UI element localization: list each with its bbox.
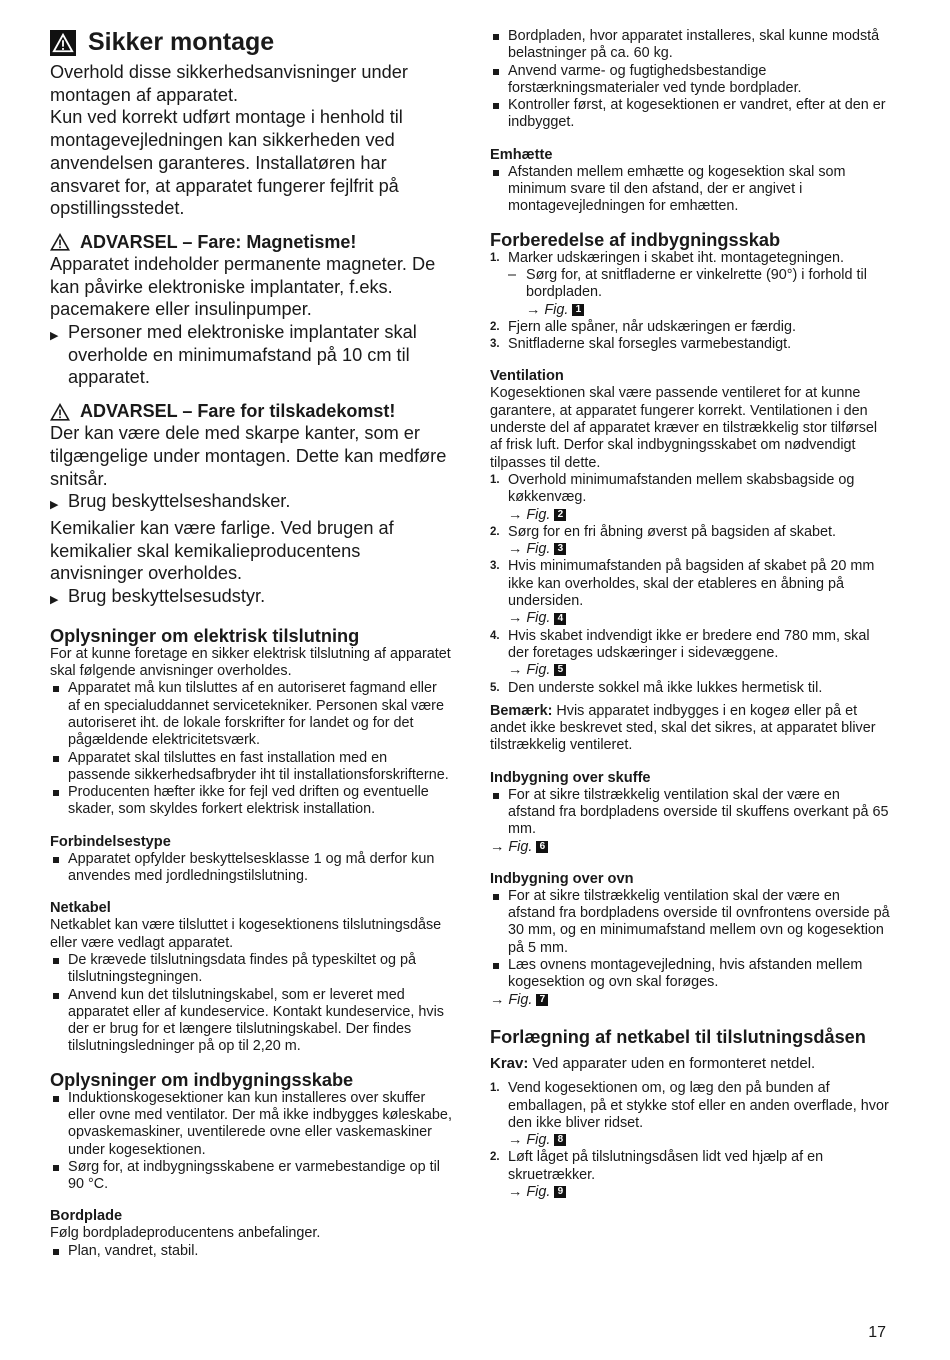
list-item: 5. Den underste sokkel må ikke lukkes hermetisk til. [490, 679, 823, 696]
subsection-heading: Netkabel [50, 900, 111, 917]
figure-reference: → Fig. 4 [490, 610, 890, 627]
warning-heading: ADVARSEL – Fare for tilskadekomst! [50, 401, 452, 422]
numbered-list [490, 1080, 890, 1132]
warning-heading: ADVARSEL – Fare: Magnetisme! [50, 232, 452, 253]
body-text: Følg bordpladeproducentens anbefalinger. [50, 1225, 321, 1242]
subsection-heading: Ventilation [490, 368, 564, 385]
list-item: Producenten hæfter ikke for fejl ved driften og eventuelle skader, som skyldes forkert elektrisk installation. [50, 784, 452, 819]
subsection-heading: Oplysninger om indbygningsskabe [50, 1069, 354, 1090]
subsection-heading: Forlægning af netkabel til tilslutningsdåsen [490, 1026, 866, 1047]
action-item: ▶ Brug beskyttelsesudstyr. [50, 585, 452, 612]
triangle-right-icon: ▶ [50, 330, 59, 343]
bullet-list [490, 787, 890, 839]
list-item: For at sikre tilstrækkelig ventilation skal der være en afstand fra bordpladens overside til skuffens overkant på 65 mm. [490, 787, 890, 839]
warning-icon [50, 30, 76, 56]
bullet-list [50, 1243, 452, 1260]
subsection-heading: Forbindelsestype [50, 833, 171, 850]
intro-text: Kun ved korrekt udført montage i henhold til montagevejledningen kan sikkerheden ved anvendelsen garanteres. Installatøren har ansvaret for, at apparatet fungerer fejlfrit på opstillingsstedet. [50, 107, 403, 219]
bullet-list [50, 1090, 452, 1194]
warning-text: Apparatet indeholder permanente magneter. De kan påvirke elektroniske implantater, f.eks. pacemakere eller insulinpumper. [50, 253, 436, 320]
list-item: 1. Marker udskæringen i skabet iht. montagetegningen. [490, 249, 844, 266]
subsection-heading: Emhætte [490, 146, 553, 163]
numbered-list [490, 319, 890, 354]
body-text: Netkablet kan være tilsluttet i kogesektionens tilslutningsdåse eller være vedlagt apparatet. [50, 917, 442, 951]
figure-reference: → Fig. 9 [490, 1184, 890, 1201]
figure-reference: → Fig. 7 [490, 992, 890, 1009]
list-item: Apparatet skal tilsluttes en fast installation med en passende sikkerhedsafbryder iht til installationsforskrifterne. [50, 750, 452, 785]
list-item: Apparatet må kun tilsluttes af en autoriseret fagmand eller af en specialuddannet servicetekniker. Personen skal være autoriseret iht. de lokale forskrifter for landet og for det pågældende elektricitetsværk. [50, 680, 452, 749]
body-text: For at kunne foretage en sikker elektrisk tilslutning af apparatet skal følgende anvisninger overholdes. [50, 645, 451, 680]
figure-reference: → Fig. 8 [490, 1132, 890, 1149]
dash-item: – Sørg for, at snitfladerne er vinkelrette (90°) i forhold til bordpladen. [490, 267, 890, 302]
right-column [490, 28, 890, 1201]
action-item: ▶ Brug beskyttelseshandsker. [50, 490, 452, 517]
list-item: Bordpladen, hvor apparatet installeres, skal kunne modstå belastninger på ca. 60 kg. [490, 28, 890, 63]
list-item: 3. Snitfladerne skal forsegles varmebestandigt. [490, 336, 792, 353]
list-item: 1. Overhold minimumafstanden mellem skabsbagside og køkkenvæg. [490, 471, 855, 506]
list-item: 2. Fjern alle spåner, når udskæringen er færdig. [490, 318, 796, 335]
figure-reference: → Fig. 6 [490, 839, 890, 856]
warning-text: Der kan være dele med skarpe kanter, som er tilgængelige under montagen. Dette kan medføre snitsår. [50, 423, 447, 489]
list-item: 2. Løft låget på tilslutningsdåsen lidt ved hjælp af en skruetrækker. [490, 1149, 824, 1183]
list-item: Afstanden mellem emhætte og kogesektion skal som minimum svare til den afstand, der er angivet i montagevejledningen for emhætten. [490, 164, 890, 216]
bullet-list [50, 680, 452, 818]
bullet-list [50, 952, 452, 1056]
list-item: Induktionskogesektioner kan kun installeres over skuffer eller ovne med ventilator. Der må ikke indbygges køleskabe, opvaskemaskiner, uventilerede ovne eller vaskemaskiner under kogesektionen. [50, 1090, 452, 1159]
numbered-list [490, 680, 890, 697]
warning-icon [50, 403, 70, 421]
subsection-heading: Indbygning over skuffe [490, 769, 651, 786]
subsection-heading: Indbygning over ovn [490, 870, 634, 887]
list-item: De krævede tilslutningsdata findes på typeskiltet og på tilslutningstegningen. [50, 952, 452, 987]
list-item: Sørg for, at indbygningsskabene er varmebestandige op til 90 °C. [50, 1159, 452, 1194]
figure-reference: → Fig. 1 [490, 302, 890, 319]
list-item: Plan, vandret, stabil. [50, 1243, 452, 1260]
figure-reference: → Fig. 5 [490, 662, 890, 679]
page-title: Sikker montage [88, 28, 275, 56]
list-item: 4. Hvis skabet indvendigt ikke er bredere end 780 mm, skal der foretages udskæringer i sidevæggene. [490, 627, 870, 661]
list-item: 3. Hvis minimumafstanden på bagsiden af skabet på 20 mm ikke kan overholdes, skal der etableres en åbning på undersiden. [490, 558, 875, 610]
warning-text: Kemikalier kan være farlige. Ved brugen af kemikalier skal kemikalieproducentens anvisninger overholdes. [50, 517, 394, 584]
left-column [50, 28, 452, 1260]
triangle-right-icon: ▶ [50, 499, 59, 512]
page-number: 17 [868, 1324, 886, 1341]
list-item: Anvend varme- og fugtighedsbestandige forstærkningsmaterialer ved tynde bordplader. [490, 63, 890, 98]
list-item: 1. Vend kogesektionen om, og læg den på bunden af emballagen, på et stykke stof eller en anden overflade, hvor den ikke bliver ridset. [490, 1080, 889, 1131]
list-item: Kontroller først, at kogesektionen er vandret, efter at den er indbygget. [490, 97, 890, 132]
list-item: Anvend kun det tilslutningskabel, som er leveret med apparatet eller af kundeservice. Kontakt kundeservice, hvis der er brug for et længere tilslutningskabel. Der findes tilslutningsledninger på op til 2,20 m. [50, 987, 452, 1056]
note-text: Bemærk: Hvis apparatet indbygges i en kogeø eller på et andet ikke beskrevet sted, skal det sikres, at apparatet bliver tilstrækkelig ventileret. [490, 702, 876, 754]
numbered-list [490, 628, 890, 663]
body-text: Kogesektionen skal være passende ventileret for at kunne garantere, at apparatet fungerer korrekt. Ventilationen i den underste del af apparatet kræver en tilstrækkelig stor tilførsel af frisk luft. Derfor skal indbygningsskabet om nødvendigt tilpasses til dette. [490, 385, 878, 471]
warning-icon [50, 233, 70, 251]
figure-reference: → Fig. 2 [490, 507, 890, 524]
bullet-list [490, 888, 890, 992]
numbered-list [490, 472, 890, 507]
list-item: For at sikre tilstrækkelig ventilation skal der være en afstand fra bordpladens overside til ovnfrontens overside på 30 mm, og en minimumafstand mellem ovn og kogesektion på 5 mm. [490, 888, 890, 957]
bullet-list [50, 851, 452, 886]
list-item: Læs ovnens montagevejledning, hvis afstanden mellem kogesektion og ovn skal forøges. [490, 957, 890, 992]
intro-text: Overhold disse sikkerhedsanvisninger under montagen af apparatet. [50, 62, 408, 105]
list-item: Apparatet opfylder beskyttelsesklasse 1 og må derfor kun anvendes med jordledningstilslutning. [50, 851, 452, 886]
requirement-text: Krav: Ved apparater uden en formonteret netdel. [490, 1054, 816, 1072]
subsection-heading: Oplysninger om elektrisk tilslutning [50, 625, 360, 646]
list-item: 2. Sørg for en fri åbning øverst på bagsiden af skabet. [490, 523, 836, 540]
numbered-list [490, 524, 890, 541]
triangle-right-icon: ▶ [50, 594, 59, 607]
numbered-list [490, 1149, 890, 1184]
subsection-heading: Bordplade [50, 1208, 123, 1225]
numbered-list [490, 558, 890, 610]
action-item: ▶ Personer med elektroniske implantater skal overholde en minimumafstand på 10 cm til apparatet. [50, 322, 417, 388]
numbered-list [490, 250, 890, 267]
bullet-list [490, 164, 890, 216]
section-heading [50, 28, 452, 57]
bullet-list [490, 28, 890, 132]
figure-reference: → Fig. 3 [490, 541, 890, 558]
subsection-heading: Forberedelse af indbygningsskab [490, 229, 781, 250]
